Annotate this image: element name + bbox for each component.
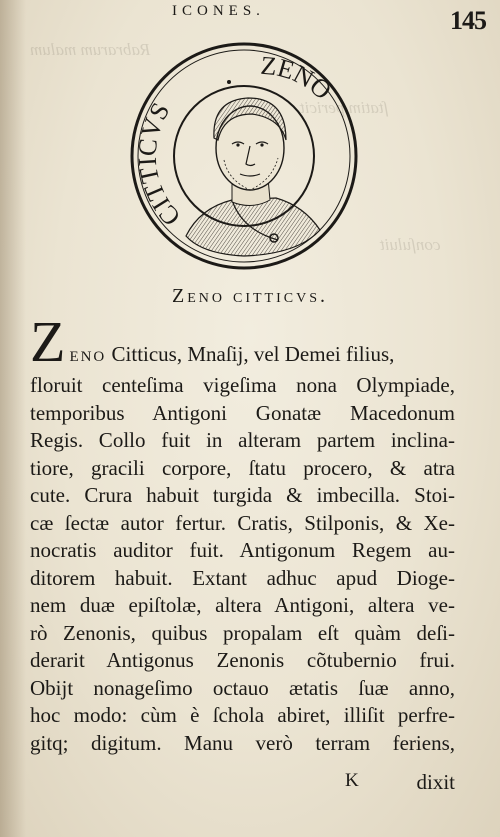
catchword: dixit (416, 770, 455, 794)
show-through-text: conſuluit (380, 235, 441, 254)
portrait-medallion (128, 40, 360, 272)
gutter-shadow (0, 0, 26, 837)
medallion-left-text: CITTICVS (132, 97, 187, 232)
show-through-text: Rabrarum malum (30, 40, 151, 59)
show-through-text: ſtatim pericit (300, 98, 389, 117)
signature-mark: K (345, 770, 359, 791)
text-line: Obijt nonageſimo octauo ætatis ſuæ anno, (30, 675, 455, 700)
text-line: derarit Antigonus Zenonis cõtubernio frui. (30, 648, 455, 672)
text-line: ditorem habuit. Extant adhuc apud Dioge- (30, 565, 455, 590)
text-line-first (30, 322, 455, 372)
text-line: temporibus Antigoni Gonatæ Macedonum (30, 400, 455, 425)
first-line-rest: Citticus, Mnaſij, vel Demei filius, (106, 342, 395, 366)
first-word-smallcaps: eno (69, 342, 107, 366)
body-text (30, 322, 455, 757)
text-line: nocratis auditor fuit. Antigonum Regem au- (30, 538, 455, 562)
text-line: hoc modo: cùm è ſchola abiret, illiſit perfre- (30, 703, 455, 727)
text-line: nem duæ epiſtolæ, altera Antigoni, altera ve- (30, 593, 455, 617)
medallion-right-text: ZENO (259, 50, 338, 106)
running-head: ICONES. (172, 3, 265, 19)
text-line: rò Zenonis, quibus propalam eſt quàm deſi- (30, 620, 455, 645)
text-line: floruit centeſima vigeſima nona Olympiade, (30, 373, 455, 397)
drop-cap: Z (30, 322, 66, 372)
text-line: gitq; digitum. Manu verò terram feriens, (30, 730, 455, 755)
text-line: cute. Crura habuit turgida & imbecilla. Stoi- (30, 483, 455, 507)
text-line: tiore, gracili corpore, ſtatu procero, & atra (30, 455, 455, 480)
text-line: cæ ſectæ autor fertur. Cratis, Stilponis, & Xe- (30, 510, 455, 535)
zeno-portrait-engraving (128, 40, 360, 272)
catch-line (30, 770, 455, 798)
page-number: 145 (450, 6, 486, 35)
portrait-caption: Zeno citticvs. (172, 285, 328, 307)
text-line: Regis. Collo fuit in alteram partem inclina- (30, 428, 455, 452)
